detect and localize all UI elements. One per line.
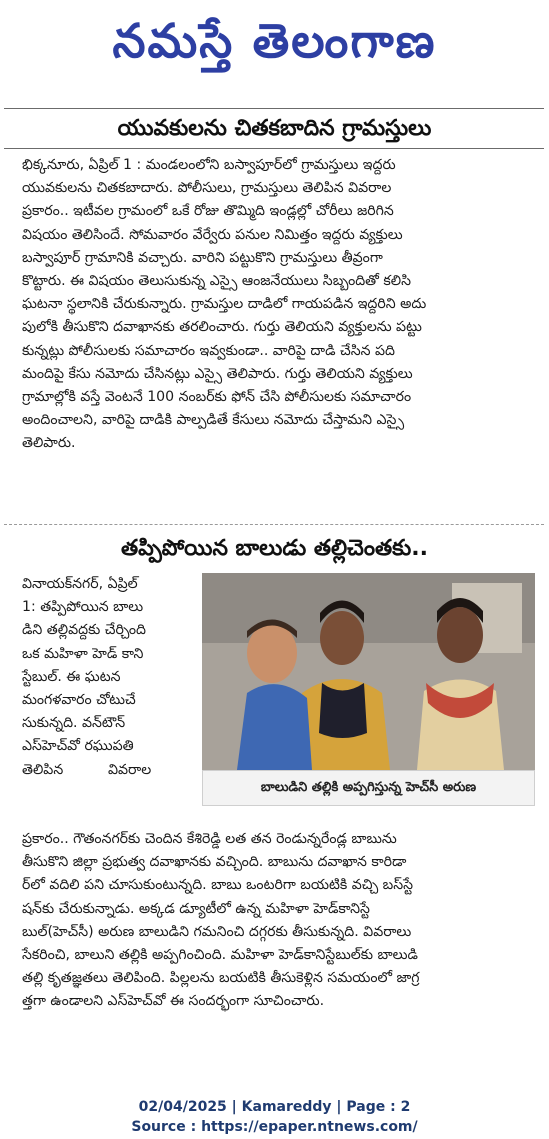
article1-line: భిక్కనూరు, ఏప్రిల్ 1 : మండలంలోని బస్వాపూర్‌లో గ్రామస్తులు ఇద్దరు <box>22 157 396 173</box>
article2-photo-block <box>202 573 535 808</box>
top-rule <box>4 108 544 109</box>
article1-line: అందించాలని, వారిపై దాడికి పాల్పడితే కేసులు నమోదు చేస్తామని ఎస్సై <box>22 412 405 429</box>
article2-line: బుల్(హెచ్‌సీ) అరుణ బాలుడిని గమనించి దగ్గరకు తీసుకున్నది. వివరాలు <box>22 923 412 940</box>
footer-source: Source : https://epaper.ntnews.com/ <box>131 1119 418 1135</box>
article1-body <box>22 154 528 456</box>
article2-line: త్తగా ఉండాలని ఎస్‌హెచ్‌వో ఈ సందర్భంగా సూచించారు. <box>22 993 325 1010</box>
article1-line: ఘటనా స్థలానికి చేరుకున్నారు. గ్రామస్తుల దాడిలో గాయపడిన ఇద్దరిని అదు <box>22 296 427 313</box>
article2-line: ప్రకారం.. గౌతంనగర్‌కు చెందిన కేశిరెడ్డి లత తన రెండున్నరేండ్ల బాబును <box>22 831 397 847</box>
article2-col-line: ఒక మహిళా హెడ్ కాని <box>22 645 144 662</box>
article1-line: ప్రకారం.. ఇటీవల గ్రామంలో ఒకే రోజు తొమ్మిది ఇండ్లల్లో చోరీలు జరిగిన <box>22 203 394 220</box>
article2-body <box>22 828 528 1014</box>
article2-line: ర్‌లో వదిలి పని చూసుకుంటున్నది. బాబు ఒంటరిగా బయటికి వచ్చి బస్‌స్టే <box>22 877 413 894</box>
article2-photo <box>202 573 535 770</box>
article2-line: తీసుకొని జిల్లా ప్రభుత్వ దవాఖానకు వచ్చింది. బాబును దవాఖాన కారిడా <box>22 854 407 871</box>
article2-line: తల్లి కృతజ్ఞతలు తెలిపింది. పిల్లలను బయటికి తీసుకెళ్లిన సమయంలో జాగ్ర <box>22 970 420 987</box>
article2-col-line: 1: తప్పిపోయిన బాలు <box>22 599 144 616</box>
article2-col-line: తెలిపిన వివరాల <box>22 761 152 778</box>
article2-col-line: వినాయక్‌నగర్, ఏప్రిల్ <box>22 576 138 592</box>
newspaper-masthead: నమస్తే తెలంగాణ <box>112 14 437 69</box>
article2-col-line: డిని తల్లివద్దకు చేర్చింది <box>22 622 147 639</box>
article2-line: షన్‌కు చేరుకున్నాడు. అక్కడ డ్యూటీలో ఉన్న మహిళా హెడ్‌కానిస్టే <box>22 900 370 917</box>
article2-col-line: ఎస్‌హెచ్‌వో రఘుపతి <box>22 738 134 755</box>
article1-line: బస్వాపూర్ గ్రామానికి వచ్చారు. వారిని పట్టుకొని గ్రామస్తులు తీవ్రంగా <box>22 249 383 266</box>
footer-date-edition: 02/04/2025 | Kamareddy | Page : 2 <box>138 1099 411 1115</box>
article1-line: గ్రామాల్లోకి వస్తే వెంటనే 100 నంబర్‌కు ఫోన్ చేసి పోలీసులకు సమాచారం <box>22 389 412 406</box>
article1-headline: యువకులను చితకబాదిన గ్రామస్తులు <box>117 116 432 141</box>
article1-line: కొట్టారు. ఈ విషయం తెలుసుకున్న ఎస్సై ఆంజనేయులు సిబ్బందితో కలిసి <box>22 273 411 290</box>
article1-line: యువకులను చితకబాదారు. పోలీసులు, గ్రామస్తులు తెలిపిన వివరాల <box>22 180 392 197</box>
photo-caption: బాలుడిని తల్లికి అప్పగిస్తున్న హెచ్‌సీ అరుణ <box>202 770 535 806</box>
article1-line: విషయం తెలిసిందే. సోమవారం వేర్వేరు పనుల నిమిత్తం ఇద్దరు వ్యక్తులు <box>22 226 403 243</box>
cut-off-text-line <box>22 1070 527 1078</box>
article1-line: తెలిపారు. <box>22 435 76 452</box>
article1-headline-rule <box>4 148 544 149</box>
article2-line: సేకరించి, బాలుని తల్లికి అప్పగించింది. మహిళా హెడ్‌కానిస్టేబుల్‌కు బాలుడి <box>22 947 418 964</box>
article1-line: కున్నట్లు పోలీసులకు సమాచారం ఇవ్వకుండా.. వారిపై దాడి చేసిన పది <box>22 342 395 359</box>
article-separator <box>4 524 544 525</box>
photo-illustration <box>202 573 535 770</box>
article1-line: పులోకి తీసుకొని దవాఖానకు తరలించారు. గుర్తు తెలియని వ్యక్తులను పట్టు <box>22 319 422 336</box>
article2-col-line: సుకున్నది. వన్‌టౌన్ <box>22 715 126 732</box>
article2-col-line: మంగళవారం చోటుచే <box>22 692 136 709</box>
article2-column-text <box>22 573 198 782</box>
article1-line: మందిపై కేసు నమోదు చేసినట్లు ఎస్సై తెలిపారు. గుర్తు తెలియని వ్యక్తులు <box>22 365 413 382</box>
article2-col-line: స్టేబుల్. ఈ ఘటన <box>22 668 121 685</box>
article2-headline: తప్పిపోయిన బాలుడు తల్లిచెంతకు.. <box>121 536 428 561</box>
